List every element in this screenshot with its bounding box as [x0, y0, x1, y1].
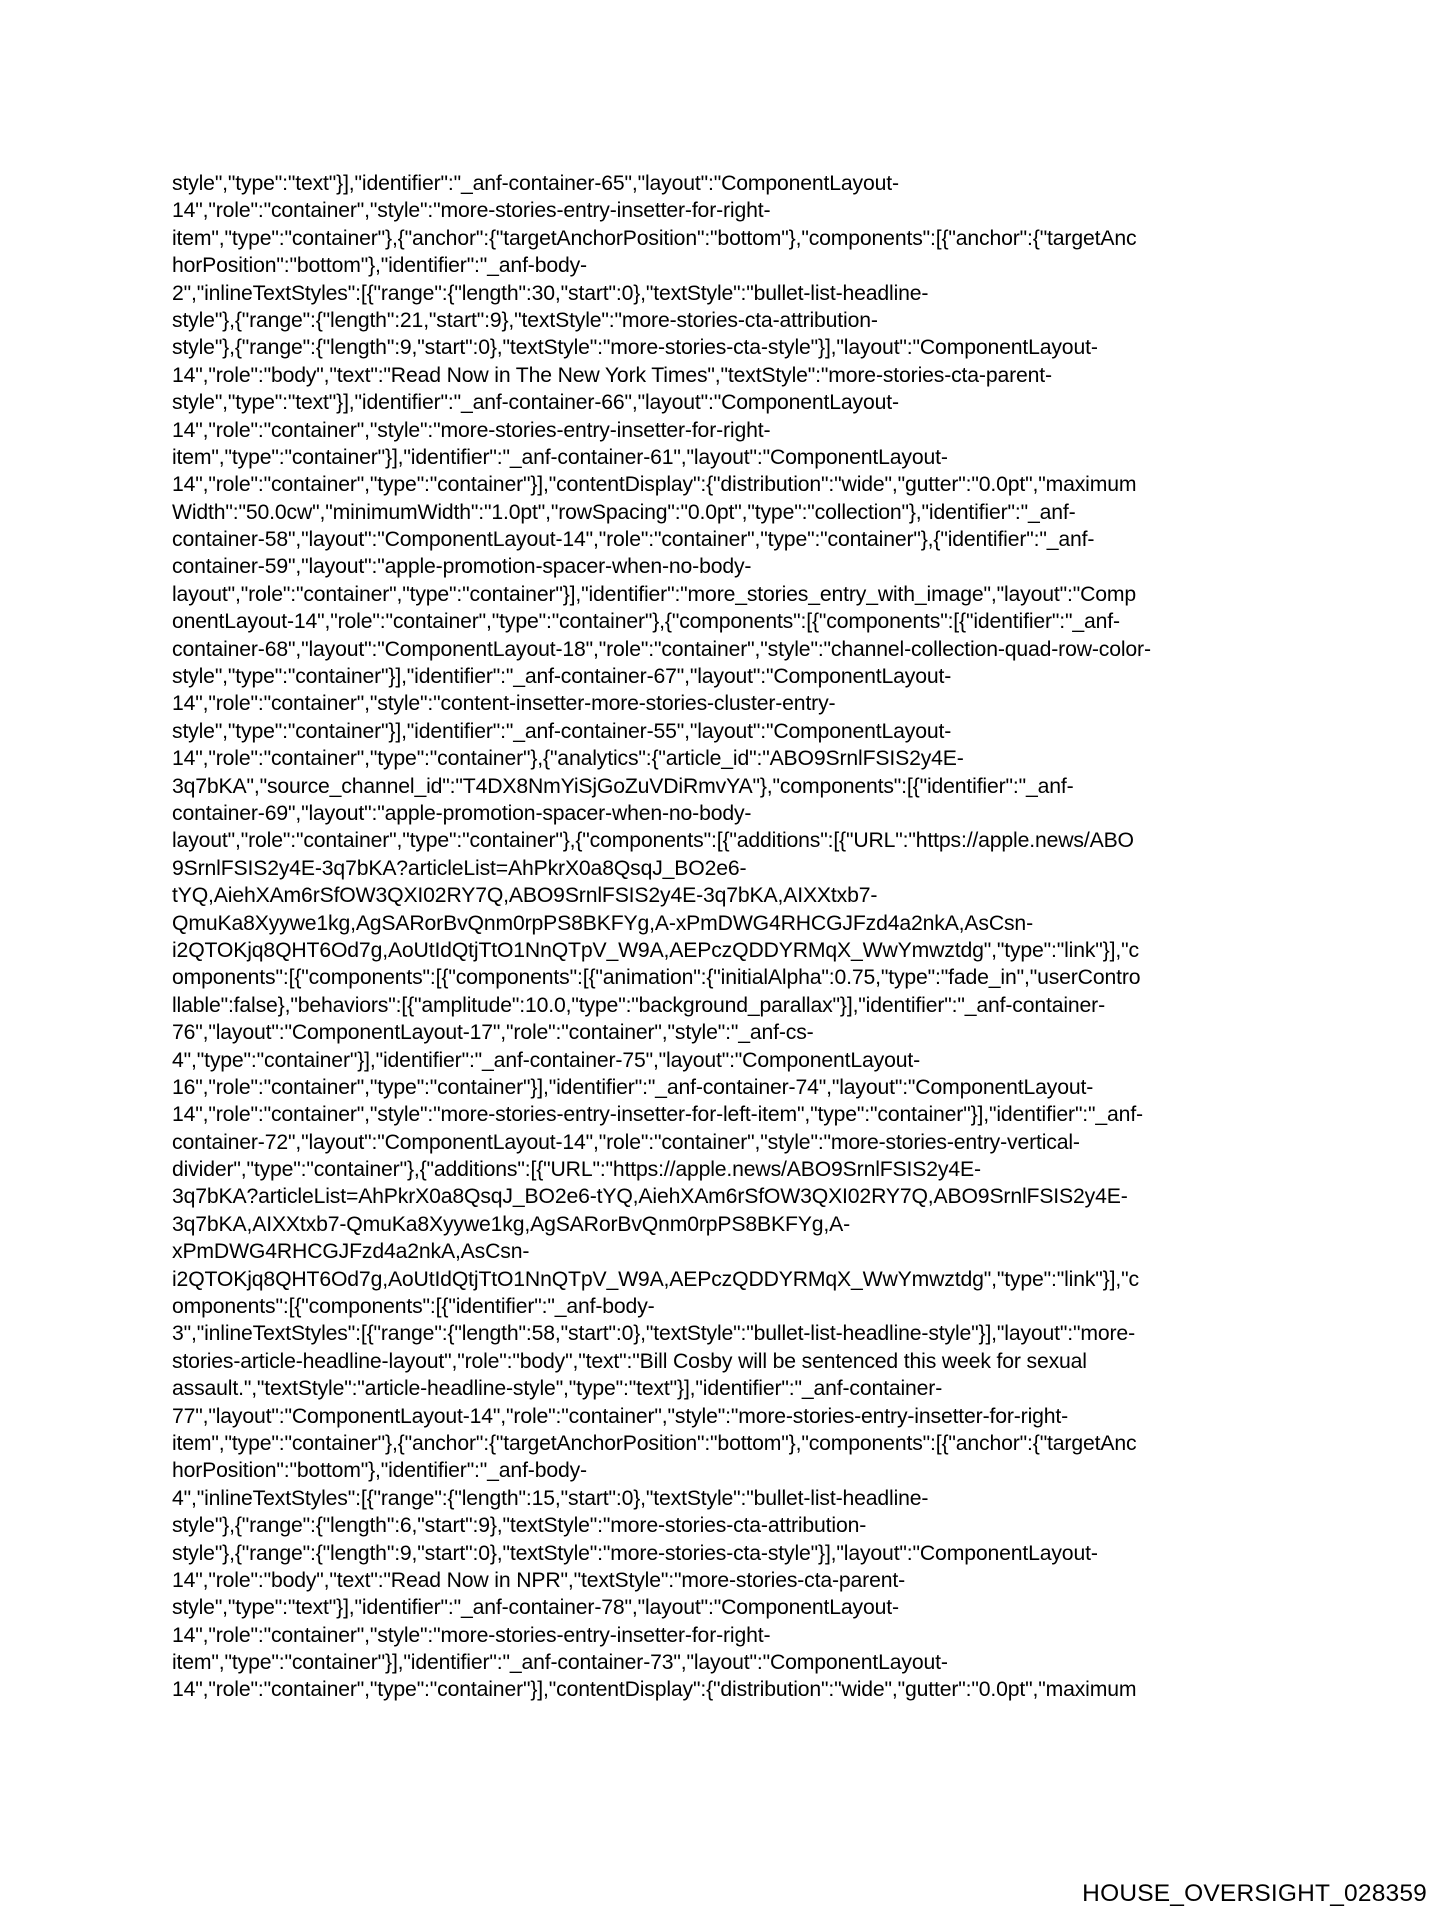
text-line: style"},{"range":{"length":6,"start":9},"textStyle":"more-stories-cta-attribution- [172, 1514, 867, 1538]
text-line: container-58","layout":"ComponentLayout-14","role":"container","type":"container"},{"identifier":"_anf- [172, 528, 1095, 552]
text-line: i2QTOKjq8QHT6Od7g,AoUtIdQtjTtO1NnQTpV_W9A,AEPczQDDYRMqX_WwYmwztdg","type":"link"}],"c [172, 1267, 1139, 1291]
text-line: item","type":"container"},{"anchor":{"targetAnchorPosition":"bottom"},"components":[{"anchor":{"targetAnc [172, 1431, 1137, 1455]
text-line: assault.","textStyle":"article-headline-style","type":"text"}],"identifier":"_anf-container- [172, 1377, 943, 1401]
text-line: 14","role":"container","style":"more-stories-entry-insetter-for-right- [172, 418, 771, 442]
text-line: item","type":"container"}],"identifier":"_anf-container-61","layout":"ComponentLayout- [172, 445, 948, 469]
text-line: container-59","layout":"apple-promotion-spacer-when-no-body- [172, 555, 752, 579]
text-line: 9SrnlFSIS2y4E-3q7bKA?articleList=AhPkrX0a8QsqJ_BO2e6- [172, 856, 747, 880]
text-line: style"},{"range":{"length":9,"start":0},"textStyle":"more-stories-cta-style"}],"layout":"ComponentLayout- [172, 336, 1098, 360]
text-line: QmuKa8Xyywe1kg,AgSARorBvQnm0rpPS8BKFYg,A-xPmDWG4RHCGJFzd4a2nkA,AsCsn- [172, 911, 1033, 935]
text-line: style"},{"range":{"length":21,"start":9},"textStyle":"more-stories-cta-attribution- [172, 308, 878, 332]
text-line: xPmDWG4RHCGJFzd4a2nkA,AsCsn- [172, 1240, 530, 1264]
text-line: llable":false},"behaviors":[{"amplitude":10.0,"type":"background_parallax"}],"identifier":"_anf-container- [172, 993, 1105, 1017]
text-line: 16","role":"container","type":"container"}],"identifier":"_anf-container-74","layout":"ComponentLayout- [172, 1075, 1094, 1099]
text-line: container-68","layout":"ComponentLayout-18","role":"container","style":"channel-collection-quad-row-color- [172, 637, 1151, 661]
text-line: 14","role":"container","style":"more-stories-entry-insetter-for-right- [172, 1623, 771, 1647]
text-line: style","type":"text"}],"identifier":"_anf-container-65","layout":"ComponentLayout- [172, 172, 899, 195]
text-line: stories-article-headline-layout","role":"body","text":"Bill Cosby will be sentenced this week for sexual [172, 1349, 1087, 1373]
text-line: style","type":"text"}],"identifier":"_anf-container-66","layout":"ComponentLayout- [172, 391, 899, 415]
text-line: style","type":"container"}],"identifier":"_anf-container-67","layout":"ComponentLayout- [172, 665, 952, 689]
text-line: i2QTOKjq8QHT6Od7g,AoUtIdQtjTtO1NnQTpV_W9A,AEPczQDDYRMqX_WwYmwztdg","type":"link"}],"c [172, 938, 1139, 962]
text-line: 14","role":"container","type":"container"}],"contentDisplay":{"distribution":"wide","gutter":"0.0pt","maximum [172, 473, 1137, 497]
text-line: 4","type":"container"}],"identifier":"_anf-container-75","layout":"ComponentLayout- [172, 1048, 920, 1072]
text-line: container-72","layout":"ComponentLayout-14","role":"container","style":"more-stories-entry-vertical- [172, 1130, 1080, 1154]
text-line: omponents":[{"components":[{"components":[{"animation":{"initialAlpha":0.75,"type":"fade_in","userContro [172, 966, 1141, 990]
document-body-text [172, 170, 1292, 1704]
text-line: 4","inlineTextStyles":[{"range":{"length":15,"start":0},"textStyle":"bullet-list-headline- [172, 1486, 929, 1510]
text-line: 14","role":"body","text":"Read Now in The New York Times","textStyle":"more-stories-cta-parent- [172, 363, 1052, 387]
text-line: 77","layout":"ComponentLayout-14","role":"container","style":"more-stories-entry-insetter-for-right- [172, 1404, 1069, 1428]
text-line: 76","layout":"ComponentLayout-17","role":"container","style":"_anf-cs- [172, 1021, 814, 1045]
text-line: 14","role":"container","style":"more-stories-entry-insetter-for-left-item","type":"container"}],"identifier":"_anf- [172, 1103, 1143, 1127]
bates-stamp: HOUSE_OVERSIGHT_028359 [1082, 1880, 1427, 1907]
text-line: Width":"50.0cw","minimumWidth":"1.0pt","rowSpacing":"0.0pt","type":"collection"},"identifier":"_anf- [172, 500, 1076, 524]
text-line: 14","role":"container","type":"container"},{"analytics":{"article_id":"ABO9SrnlFSIS2y4E- [172, 747, 964, 771]
text-line: layout","role":"container","type":"container"}],"identifier":"more_stories_entry_with_image","layout":"Comp [172, 582, 1137, 606]
text-line: horPosition":"bottom"},"identifier":"_anf-body- [172, 1459, 587, 1483]
text-line: item","type":"container"}],"identifier":"_anf-container-73","layout":"ComponentLayout- [172, 1651, 948, 1675]
text-line: onentLayout-14","role":"container","type":"container"},{"components":[{"components":[{"identifier":"_anf- [172, 610, 1120, 634]
text-line: horPosition":"bottom"},"identifier":"_anf-body- [172, 254, 587, 278]
text-line: style","type":"text"}],"identifier":"_anf-container-78","layout":"ComponentLayout- [172, 1596, 899, 1620]
text-line: style"},{"range":{"length":9,"start":0},"textStyle":"more-stories-cta-style"}],"layout":"ComponentLayout- [172, 1541, 1098, 1565]
text-line: 3","inlineTextStyles":[{"range":{"length":58,"start":0},"textStyle":"bullet-list-headline-style"}],"layout":"more- [172, 1322, 1135, 1346]
text-line: divider","type":"container"},{"additions":[{"URL":"https://apple.news/ABO9SrnlFSIS2y4E- [172, 1158, 981, 1182]
text-line: container-69","layout":"apple-promotion-spacer-when-no-body- [172, 801, 752, 825]
text-line: style","type":"container"}],"identifier":"_anf-container-55","layout":"ComponentLayout- [172, 719, 952, 743]
text-line: 3q7bKA,AIXXtxb7-QmuKa8Xyywe1kg,AgSARorBvQnm0rpPS8BKFYg,A- [172, 1212, 851, 1236]
text-line: 14","role":"body","text":"Read Now in NPR","textStyle":"more-stories-cta-parent- [172, 1568, 905, 1592]
text-line: 2","inlineTextStyles":[{"range":{"length":30,"start":0},"textStyle":"bullet-list-headline- [172, 281, 929, 305]
text-line: omponents":[{"components":[{"identifier":"_anf-body- [172, 1295, 655, 1319]
text-line: 14","role":"container","type":"container"}],"contentDisplay":{"distribution":"wide","gutter":"0.0pt","maximum [172, 1678, 1137, 1702]
text-line: 3q7bKA?articleList=AhPkrX0a8QsqJ_BO2e6-tYQ,AiehXAm6rSfOW3QXI02RY7Q,ABO9SrnlFSIS2y4E- [172, 1185, 1128, 1209]
text-line: item","type":"container"},{"anchor":{"targetAnchorPosition":"bottom"},"components":[{"anchor":{"targetAnc [172, 226, 1137, 250]
text-line: 3q7bKA","source_channel_id":"T4DX8NmYiSjGoZuVDiRmvYA"},"components":[{"identifier":"_anf- [172, 774, 1074, 798]
text-line: layout","role":"container","type":"container"},{"components":[{"additions":[{"URL":"https://apple.news/ABO [172, 829, 1134, 853]
text-line: 14","role":"container","style":"content-insetter-more-stories-cluster-entry- [172, 692, 836, 716]
text-line: tYQ,AiehXAm6rSfOW3QXI02RY7Q,ABO9SrnlFSIS2y4E-3q7bKA,AIXXtxb7- [172, 884, 878, 908]
text-line: 14","role":"container","style":"more-stories-entry-insetter-for-right- [172, 199, 771, 223]
